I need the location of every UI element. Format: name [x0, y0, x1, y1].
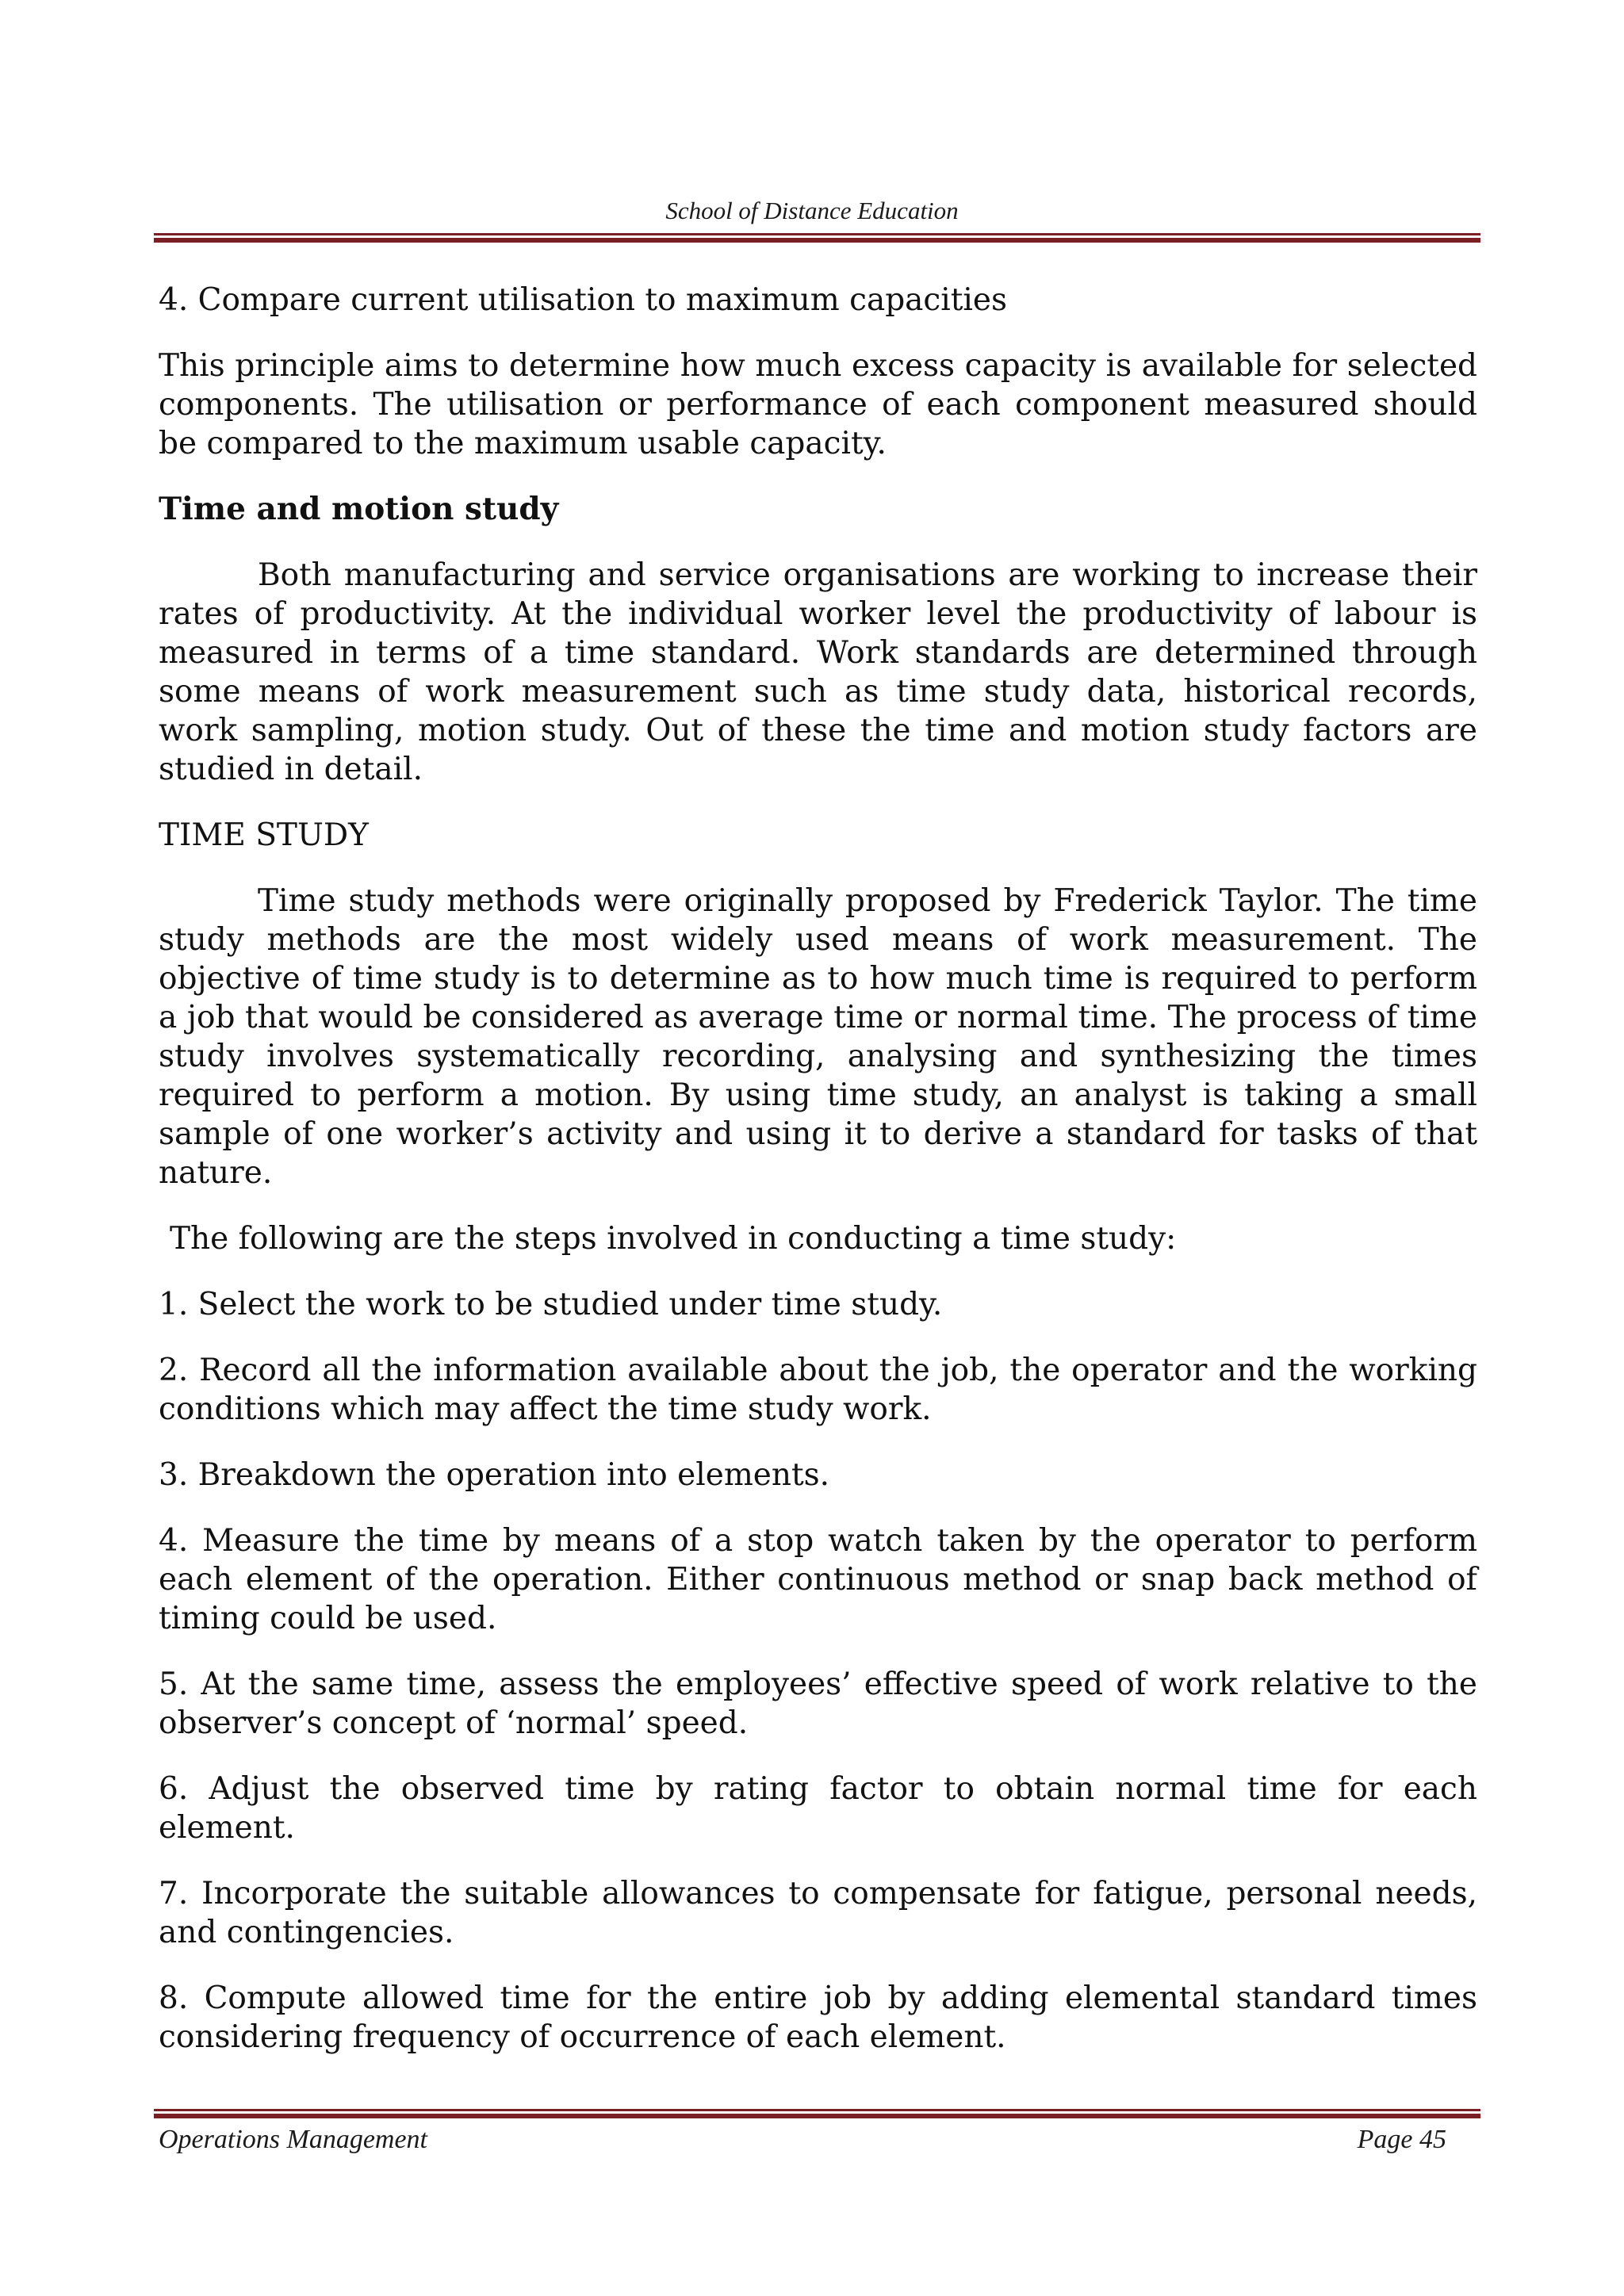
footer-divider	[154, 2109, 1480, 2118]
paragraph-steps-intro: The following are the steps involved in conducting a time study:	[170, 1221, 1177, 1257]
footer-course-title: Operations Management	[159, 2125, 428, 2154]
section-title-time-motion: Time and motion study	[159, 491, 559, 527]
list-item-step-2: 2. Record all the information available about the job, the operator and the working conditions which may affect the time study work.	[159, 1353, 1477, 1427]
header-divider	[154, 233, 1480, 243]
list-item-step-1: 1. Select the work to be studied under time study.	[159, 1287, 943, 1322]
list-item-step-7: 7. Incorporate the suitable allowances to compensate for fatigue, personal needs, and contingencies.	[159, 1876, 1477, 1950]
paragraph-time-study-methods: Time study methods were originally proposed by Frederick Taylor. The time study methods are the most widely used means of work measurement. The objective of time study is to determine as to how much time is required to perform a job that would be considered as average time or normal time. The process of time study involves systematically recording, analysing and synthesizing the times required to perform a motion. By using time study, an analyst is taking a small sample of one worker’s activity and using it to derive a standard for tasks of that nature.	[159, 883, 1477, 1191]
list-item-step-6: 6. Adjust the observed time by rating factor to obtain normal time for each element.	[159, 1771, 1477, 1846]
list-item-step-3: 3. Breakdown the operation into elements.	[159, 1457, 830, 1493]
list-item-step-4: 4. Measure the time by means of a stop watch taken by the operator to perform each element of the operation. Either continuous method or snap back method of timing could be used.	[159, 1523, 1477, 1636]
page-header-title: School of Distance Education	[665, 197, 959, 224]
heading-time-study: TIME STUDY	[159, 817, 369, 853]
footer-page-number: Page 45	[1357, 2125, 1446, 2154]
list-item-step-5: 5. At the same time, assess the employees’ effective speed of work relative to the observer’s concept of ‘normal’ speed.	[159, 1667, 1477, 1741]
list-item-step-8: 8. Compute allowed time for the entire job by adding elemental standard times considering frequency of occurrence of each element.	[159, 1980, 1477, 2055]
paragraph-compare-utilisation: 4. Compare current utilisation to maximum capacities	[159, 282, 1007, 318]
paragraph-productivity: Both manufacturing and service organisations are working to increase their rates of productivity. At the individual worker level the productivity of labour is measured in terms of a time standard. Work standards are determined through some means of work measurement such as time study data, historical records, work sampling, motion study. Out of these the time and motion study factors are studied in detail.	[159, 557, 1477, 787]
page-body	[159, 281, 1477, 2084]
paragraph-principle: This principle aims to determine how much excess capacity is available for selected components. The utilisation or performance of each component measured should be compared to the maximum usable capacity.	[159, 348, 1477, 461]
